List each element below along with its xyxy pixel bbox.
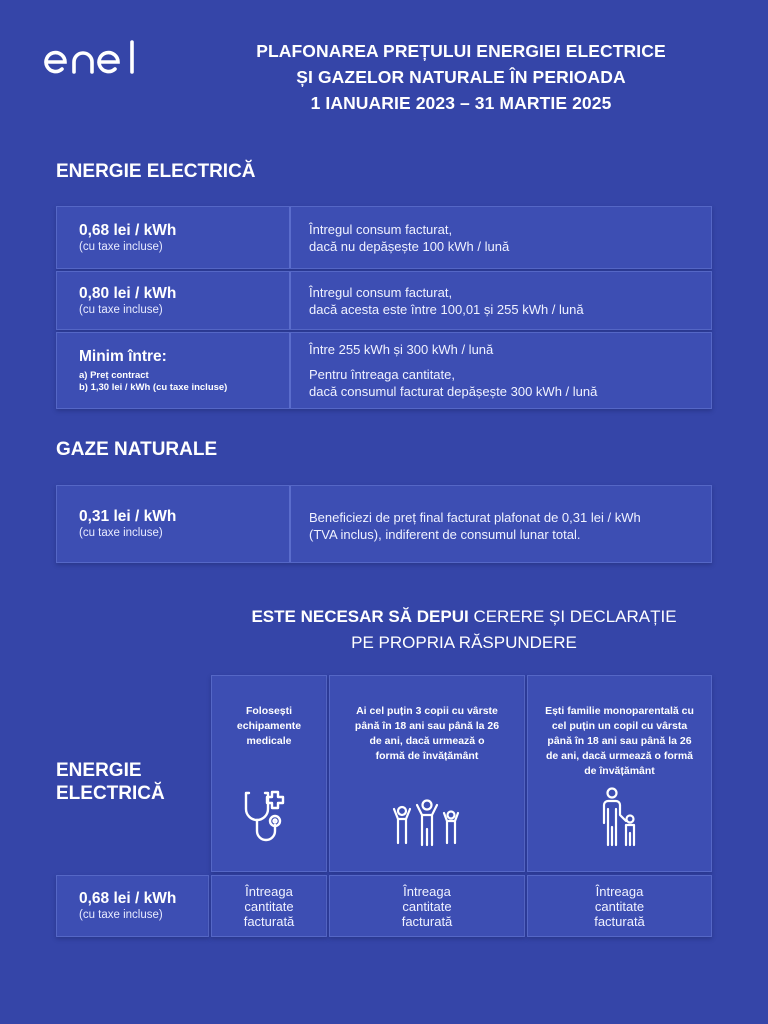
price-value: Minim între: <box>79 348 167 365</box>
option-b: b) 1,30 lei / kWh (cu taxe incluse) <box>79 382 228 393</box>
parent-child-icon <box>596 787 644 847</box>
condition-line: (TVA inclus), indiferent de consumul lunar total. <box>309 527 581 542</box>
column-medical <box>211 675 327 872</box>
price-cell <box>57 272 291 329</box>
side-label-line: ELECTRICĂ <box>56 783 165 804</box>
column-text: Ai cel puțin 3 copii cu vârste până în 18 ani sau până la 26 de ani, dacă urmează o formă de învățământ <box>354 705 500 762</box>
title-line-3: 1 IANUARIE 2023 – 31 MARTIE 2025 <box>310 93 612 113</box>
electric-row-1 <box>56 206 712 269</box>
electric-row-3 <box>56 332 712 409</box>
price-cell <box>57 207 291 268</box>
bottom-price-cell <box>56 875 209 937</box>
condition-line: Beneficiezi de preț final facturat plafonat de 0,31 lei / kWh <box>309 510 641 525</box>
requirement-bold: ESTE NECESAR SĂ DEPUI <box>251 607 469 626</box>
price-value: 0,68 lei / kWh <box>79 221 177 239</box>
column-text: Folosești echipamente medicale <box>236 705 302 747</box>
requirement-heading <box>200 604 728 656</box>
gas-heading: GAZE NATURALE <box>56 439 218 460</box>
condition-cell <box>309 333 701 408</box>
price-value: 0,68 lei / kWh <box>79 890 177 907</box>
condition-line: Între 255 kWh și 300 kWh / lună <box>309 342 494 357</box>
price-cell <box>57 333 291 408</box>
column-three-children <box>329 675 525 872</box>
price-value: 0,80 lei / kWh <box>79 284 177 302</box>
enel-logo <box>44 38 148 76</box>
result-cell-three-children: Întreaga cantitate facturată <box>329 875 525 937</box>
column-text: Ești familie monoparentală cu cel puțin un copil cu vârsta până în 18 ani sau până la 26 de ani, dacă urmează o formă de învățământ <box>545 705 694 777</box>
electric-heading: ENERGIE ELECTRICĂ <box>56 161 256 182</box>
family-icon <box>389 799 465 847</box>
price-note: (cu taxe incluse) <box>79 303 163 316</box>
title-line-1: PLAFONAREA PREȚULUI ENERGIEI ELECTRICE <box>256 41 666 61</box>
condition-cell <box>309 486 701 562</box>
condition-line: Întregul consum facturat, <box>309 284 453 300</box>
side-label-line: ENERGIE <box>56 760 142 781</box>
price-cell <box>57 486 291 562</box>
condition-line: dacă nu depășește 100 kWh / lună <box>309 238 510 254</box>
condition-cell <box>309 272 701 329</box>
electric-row-2 <box>56 271 712 330</box>
requirement-rest: CERERE ȘI DECLARAȚIE <box>468 607 677 626</box>
stethoscope-icon <box>241 787 297 847</box>
price-value: 0,31 lei / kWh <box>79 508 177 525</box>
price-note: (cu taxe incluse) <box>79 909 163 921</box>
result-cell-single-parent: Întreaga cantitate facturată <box>527 875 712 937</box>
side-label <box>56 759 206 805</box>
page-title <box>228 38 694 116</box>
option-a: a) Preț contract <box>79 370 149 381</box>
result-cell-medical: Întreaga cantitate facturată <box>211 875 327 937</box>
condition-cell <box>309 207 701 268</box>
title-line-2: ȘI GAZELOR NATURALE ÎN PERIOADA <box>296 67 626 87</box>
condition-line: Întregul consum facturat, <box>309 221 453 237</box>
condition-line: dacă consumul facturat depășește 300 kWh / lună <box>309 384 598 399</box>
price-note: (cu taxe incluse) <box>79 527 163 539</box>
column-single-parent <box>527 675 712 872</box>
requirement-line-2: PE PROPRIA RĂSPUNDERE <box>351 633 577 652</box>
condition-line: dacă acesta este între 100,01 și 255 kWh / lună <box>309 301 584 317</box>
condition-line: Pentru întreaga cantitate, <box>309 367 455 382</box>
gas-row <box>56 485 712 563</box>
price-note: (cu taxe incluse) <box>79 240 163 253</box>
